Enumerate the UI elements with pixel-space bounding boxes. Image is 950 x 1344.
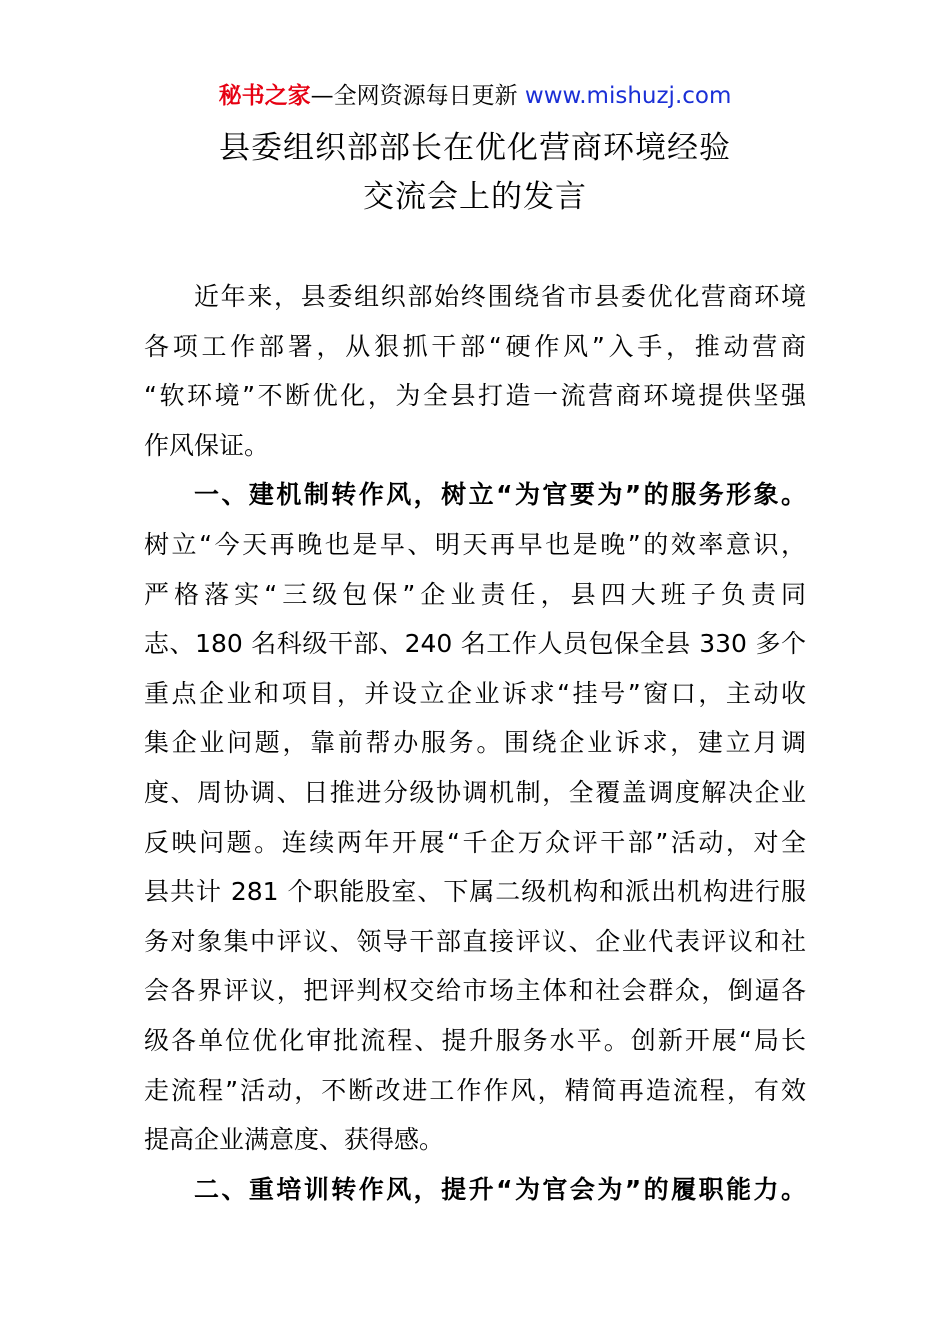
body-line: 严格落实“三级包保”企业责任，县四大班子负责同: [144, 579, 806, 609]
body-line: 会各界评议，把评判权交给市场主体和社会群众，倒逼各: [144, 976, 806, 1006]
document-title-line-2: 交流会上的发言: [363, 179, 587, 215]
site-banner: [0, 82, 950, 110]
body-line: 县共计 281 个职能股室、下属二级机构和派出机构进行服: [144, 877, 806, 907]
body-line: 作风保证。: [144, 430, 270, 460]
body-line: 务对象集中评议、领导干部直接评议、企业代表评议和社: [144, 926, 806, 956]
body-line: 集企业问题，靠前帮办服务。围绕企业诉求，建立月调: [144, 728, 806, 758]
body-line: 近年来，县委组织部始终围绕省市县委优化营商环境: [194, 282, 806, 311]
body-line: 各项工作部署，从狠抓干部“硬作风”入手，推动营商: [144, 331, 806, 361]
document-body: [144, 272, 806, 1214]
body-line: “软环境”不断优化，为全县打造一流营商环境提供坚强: [144, 381, 806, 411]
body-line: 级各单位优化审批流程、提升服务水平。创新开展“局长: [144, 1025, 806, 1055]
body-line: 度、周协调、日推进分级协调机制，全覆盖调度解决企业: [144, 777, 806, 807]
site-url-link[interactable]: www.mishuzj.com: [524, 83, 732, 109]
document-title-line-1: 县委组织部部长在优化营商环境经验: [219, 130, 731, 166]
body-line: 树立“今天再晚也是早、明天再早也是晚”的效率意识，: [144, 529, 806, 559]
site-slogan: —全网资源每日更新: [310, 83, 525, 109]
site-name: 秘书之家: [218, 83, 311, 109]
body-line: 走流程”活动，不断改进工作作风，精简再造流程，有效: [144, 1075, 806, 1105]
section-heading-1: 一、建机制转作风，树立“为官要为”的服务形象。: [194, 480, 806, 510]
body-line: 重点企业和项目，并设立企业诉求“挂号”窗口，主动收: [144, 678, 806, 708]
body-line: 志、180 名科级干部、240 名工作人员包保全县 330 多个: [144, 629, 806, 659]
section-heading-2: 二、重培训转作风，提升“为官会为”的履职能力。: [194, 1174, 806, 1204]
body-line: 反映问题。连续两年开展“千企万众评干部”活动，对全: [144, 827, 806, 857]
body-line: 提高企业满意度、获得感。: [144, 1125, 445, 1155]
